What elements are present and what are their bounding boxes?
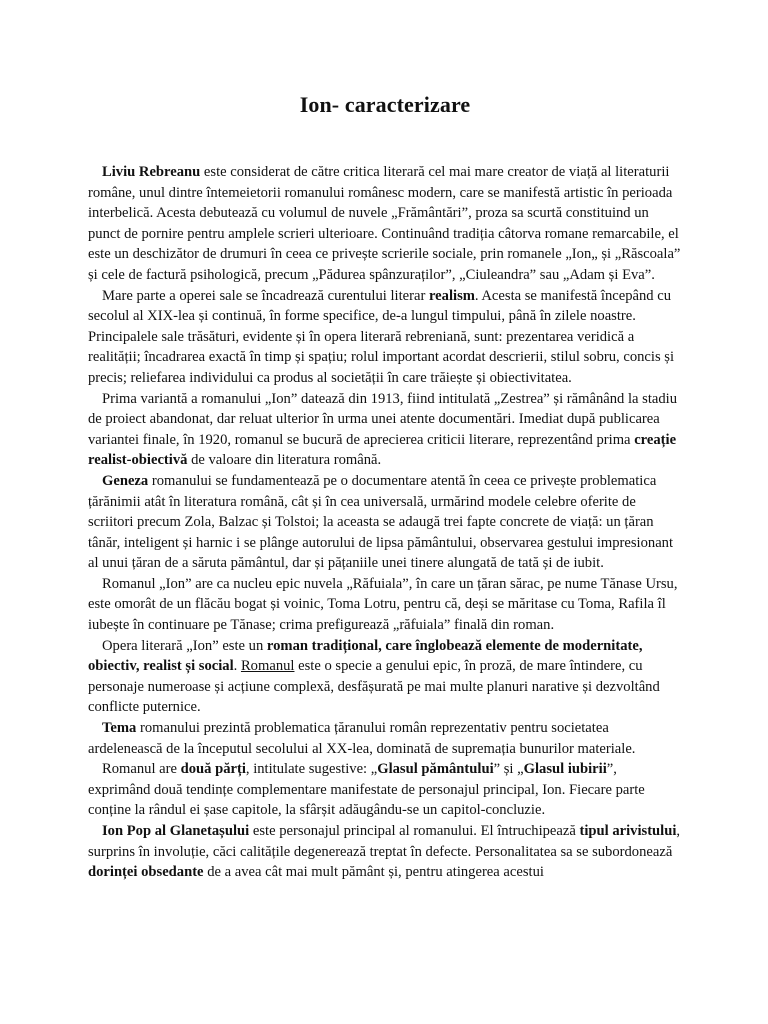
bold-text: roman tradițional, care înglobează elemente de modernitate, obiectiv, realist și social [88, 637, 643, 675]
text-run: . Acesta se manifestă începând cu secolul al XIX-lea și continuă, în forme specifice, de-a lungul timpului, până în zilele noastre. Principalele sale trăsături, evidente și în opera literară rebreniană, sunt: prezentarea veridică a realității; încadrarea exactă în timp și spațiu; rolul important acordat descrierii, stilul sobru, concis și precis; reliefarea individului ca produs al societății în care trăiește și obiectivitatea. [88, 287, 675, 386]
text-run: Mare parte a operei sale se încadrează curentului literar [102, 287, 429, 304]
bold-text: Glasul pământului [377, 761, 494, 778]
paragraph-8 [88, 759, 682, 821]
paragraph-2 [88, 286, 682, 389]
bold-text: tipul arivistului [579, 823, 677, 839]
bold-text: Geneza [102, 472, 149, 489]
bold-text: realism [428, 287, 475, 304]
text-run: romanului se fundamentează pe o documentare atentă în ceea ce privește problematica țărănimii atât în literatura română, cât și în cea universală, urmărind modele celebre oferite de scriitori precum Zola, Balzac și Tolstoi; la aceasta se adaugă trei fapte concrete de viață: un țăran tânăr, inteligent și harnic i se plânge autorului de lipsa pământului, observarea gestului impresionant al unui țăran de a săruta pământul, dar și pățaniile unei tinere alungată de tată și de iubit. [88, 472, 674, 572]
paragraph-3 [88, 389, 682, 471]
text-run: Romanul „Ion” are ca nucleu epic nuvela „Răfuiala”, în care un țăran sărac, pe nume Tănase Ursu, este omorât de un flăcău bogat și voinic, Toma Lotru, pentru că, deși se măritase cu Toma, Rafila îl iubește în continuare pe Tănase; crima prefigurează „răfuiala” finală din roman. [88, 575, 678, 634]
text-run: de valoare din literatura română. [187, 452, 382, 469]
paragraph-5 [88, 574, 682, 636]
bold-text: două părți [180, 761, 246, 778]
text-run: ”, exprimând două tendințe complementare manifestate de personajul principal, Ion. Fiecare parte conține la rândul ei șase capitole, la sfârșit adăugându-se un capitol-concluzie. [88, 761, 645, 819]
bold-text: Tema [102, 720, 137, 737]
bold-text: creație realist-obiectivă [88, 431, 677, 469]
bold-text: Ion Pop al Glanetașului [102, 823, 250, 839]
underlined-text: Romanul [240, 658, 295, 675]
bold-text: dorinței obsedante [88, 864, 204, 881]
text-run: este o specie a genului epic, în proză, de mare întindere, cu personaje numeroase și acțiune complexă, desfășurată pe mai multe planuri narative și dezvoltând conflicte puternice. [88, 658, 660, 716]
document-body [88, 162, 682, 883]
paragraph-4 [88, 471, 682, 574]
text-run: Opera literară „Ion” este un [102, 637, 267, 654]
text-run: de a avea cât mai mult pământ și, pentru atingerea acestui [203, 864, 544, 881]
text-run: ” și „ [493, 761, 524, 778]
text-run: Prima variantă a romanului „Ion” datează din 1913, fiind intitulată „Zestrea” și rămânând la stadiu de proiect abandonat, dar reluat ulterior în urma unei atente documentări. Imediat după publicarea variantei finale, în 1920, romanul se bucură de aprecierea criticii literare, reprezentând prima [88, 390, 678, 448]
text-run: . [233, 658, 241, 675]
paragraph-1 [88, 162, 682, 286]
bold-text: Liviu Rebreanu [102, 164, 201, 180]
text-run: este considerat de către critica literară cel mai mare creator de viață al literaturii române, unul dintre întemeietorii romanului românesc modern, care se manifestă artistic în perioada interbelică. Acesta debutează cu volumul de nuvele „Frământări”, proza sa scurtă constituind un punct de pornire pentru amplele scrieri ulterioare. Continuând tradiția câtorva romane remarcabile, el este un deschizător de drumuri în ceea ce privește scrierile sociale, prin romanele „Ion„ și „Răscoala” și cele de factură psihologică, precum „Pădurea spânzuraților”, „Ciuleandra” sau „Adam și Eva”. [88, 164, 681, 283]
text-run: este personajul principal al romanului. El întruchipează [249, 823, 580, 839]
paragraph-9 [88, 821, 682, 883]
paragraph-6 [88, 636, 682, 718]
document-title: Ion- caracterizare [299, 92, 471, 117]
text-run: , intitulate sugestive: „ [245, 761, 378, 778]
text-run: romanului prezintă problematica țăranului român reprezentativ pentru societatea ardelenească de la începutul secolului al XX-lea, dominată de supremația bunurilor materiale. [88, 720, 636, 757]
bold-text: Glasul iubirii [523, 761, 607, 778]
text-run: , surprins în involuție, căci calitățile degenerează treptat în defecte. Personalitatea sa se subordonează [88, 823, 681, 860]
text-run: Romanul are [102, 761, 181, 778]
paragraph-7 [88, 718, 682, 759]
